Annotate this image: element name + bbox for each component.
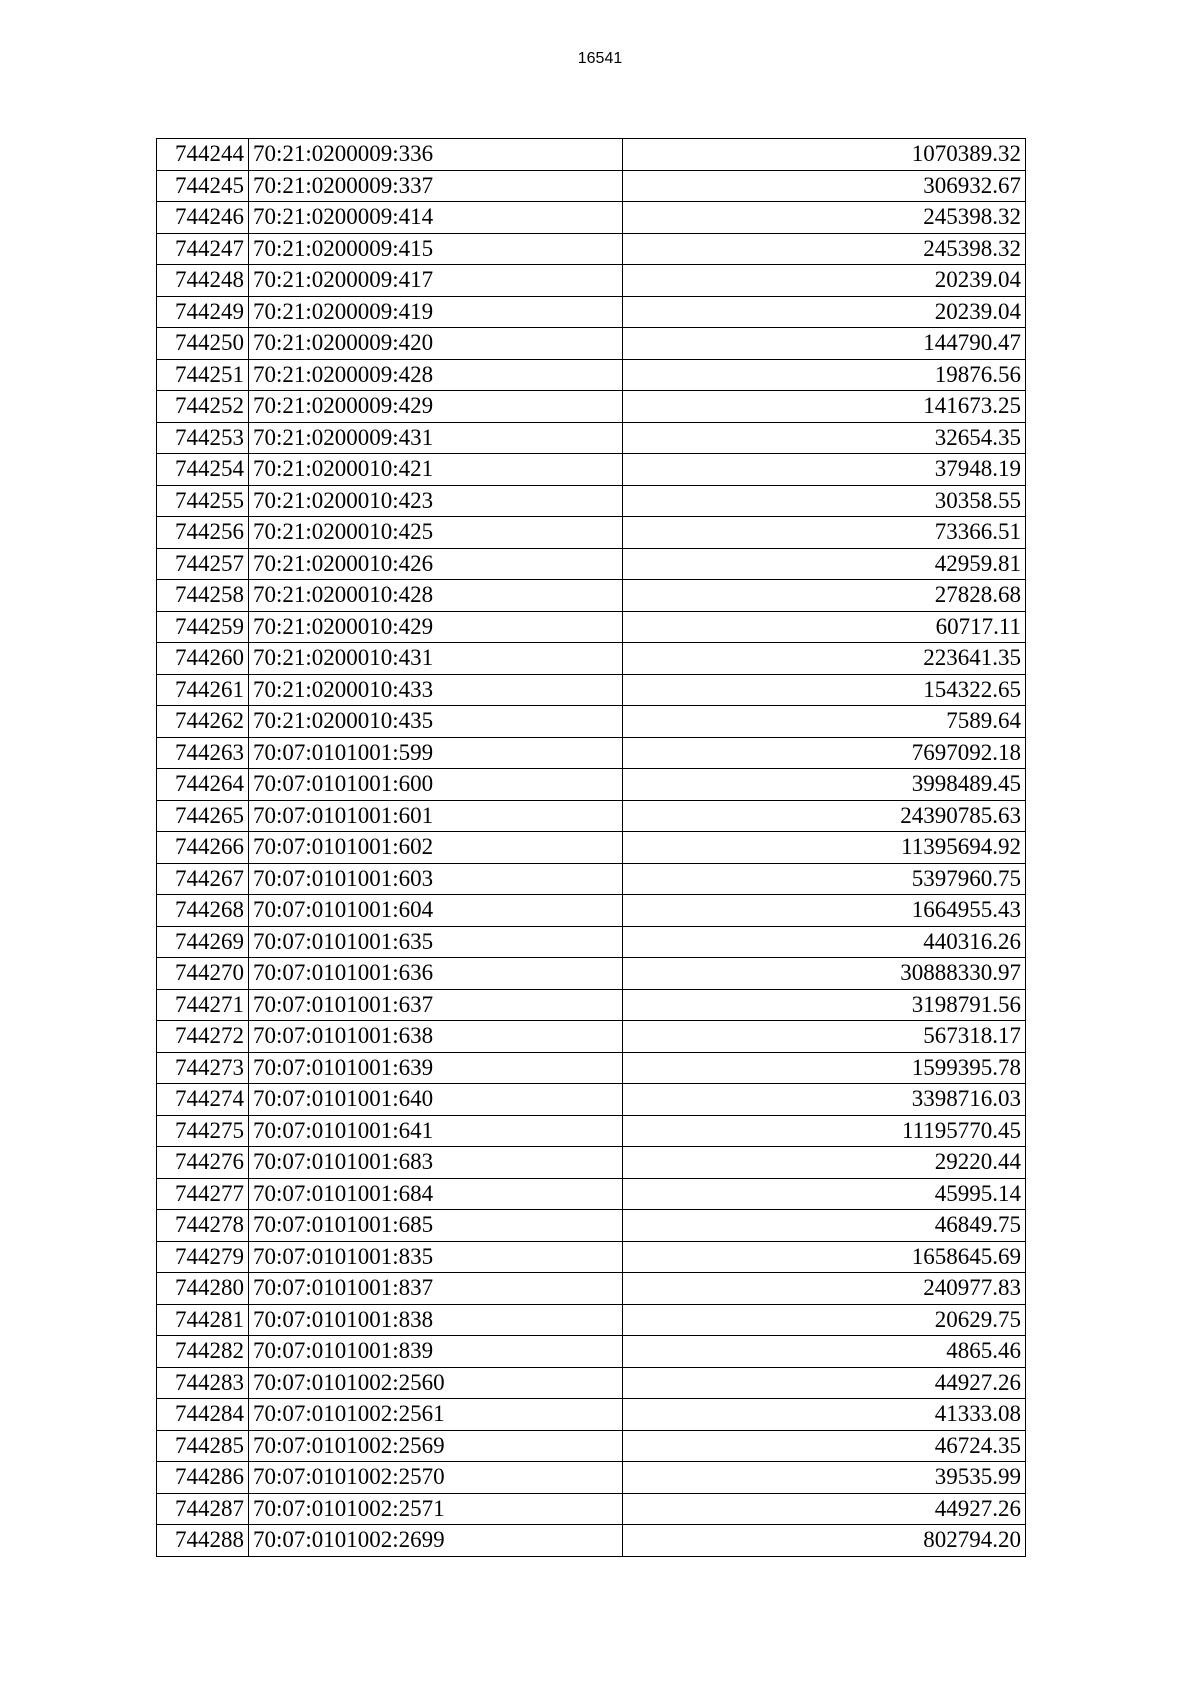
table-row (157, 170, 1026, 202)
cadastral-value-cell: 29220.44 (623, 1147, 1026, 1179)
table-row (157, 1367, 1026, 1399)
row-number-cell: 744247 (157, 233, 249, 265)
cadastral-number-cell: 70:21:0200010:421 (249, 454, 623, 486)
cadastral-value-cell: 1658645.69 (623, 1241, 1026, 1273)
row-number-cell: 744268 (157, 895, 249, 927)
cadastral-number-cell: 70:21:0200010:429 (249, 611, 623, 643)
table-row (157, 454, 1026, 486)
row-number-cell: 744257 (157, 548, 249, 580)
row-number-cell: 744245 (157, 170, 249, 202)
table-row (157, 1021, 1026, 1053)
cadastral-value-cell: 7589.64 (623, 706, 1026, 738)
table-row (157, 1525, 1026, 1557)
cadastral-value-cell: 46849.75 (623, 1210, 1026, 1242)
cadastral-number-cell: 70:07:0101001:685 (249, 1210, 623, 1242)
table-row (157, 674, 1026, 706)
cadastral-value-cell: 1664955.43 (623, 895, 1026, 927)
cadastral-value-cell: 73366.51 (623, 517, 1026, 549)
table-row (157, 643, 1026, 675)
cadastral-value-cell: 11395694.92 (623, 832, 1026, 864)
cadastral-number-cell: 70:07:0101002:2561 (249, 1399, 623, 1431)
cadastral-number-cell: 70:07:0101001:640 (249, 1084, 623, 1116)
cadastral-value-cell: 42959.81 (623, 548, 1026, 580)
cadastral-number-cell: 70:21:0200010:431 (249, 643, 623, 675)
table-row (157, 800, 1026, 832)
row-number-cell: 744246 (157, 202, 249, 234)
table-row (157, 1462, 1026, 1494)
cadastral-number-cell: 70:21:0200010:428 (249, 580, 623, 612)
table-body (157, 139, 1026, 1557)
row-number-cell: 744271 (157, 989, 249, 1021)
table-row (157, 1084, 1026, 1116)
row-number-cell: 744253 (157, 422, 249, 454)
table-row (157, 989, 1026, 1021)
row-number-cell: 744249 (157, 296, 249, 328)
cadastral-value-cell: 3198791.56 (623, 989, 1026, 1021)
row-number-cell: 744278 (157, 1210, 249, 1242)
cadastral-value-cell: 567318.17 (623, 1021, 1026, 1053)
cadastral-number-cell: 70:07:0101002:2560 (249, 1367, 623, 1399)
row-number-cell: 744266 (157, 832, 249, 864)
row-number-cell: 744276 (157, 1147, 249, 1179)
cadastral-value-cell: 32654.35 (623, 422, 1026, 454)
row-number-cell: 744285 (157, 1430, 249, 1462)
row-number-cell: 744274 (157, 1084, 249, 1116)
table-row (157, 139, 1026, 171)
cadastral-value-cell: 306932.67 (623, 170, 1026, 202)
table-row (157, 1178, 1026, 1210)
cadastral-value-cell: 3998489.45 (623, 769, 1026, 801)
row-number-cell: 744277 (157, 1178, 249, 1210)
row-number-cell: 744244 (157, 139, 249, 171)
table-row (157, 580, 1026, 612)
cadastral-number-cell: 70:21:0200009:336 (249, 139, 623, 171)
table-row (157, 202, 1026, 234)
cadastral-number-cell: 70:07:0101001:638 (249, 1021, 623, 1053)
cadastral-number-cell: 70:07:0101001:683 (249, 1147, 623, 1179)
row-number-cell: 744255 (157, 485, 249, 517)
table-row (157, 422, 1026, 454)
row-number-cell: 744256 (157, 517, 249, 549)
cadastral-value-table (156, 138, 1026, 1557)
cadastral-value-cell: 1599395.78 (623, 1052, 1026, 1084)
cadastral-value-cell: 20239.04 (623, 296, 1026, 328)
cadastral-value-cell: 11195770.45 (623, 1115, 1026, 1147)
row-number-cell: 744273 (157, 1052, 249, 1084)
cadastral-number-cell: 70:07:0101002:2570 (249, 1462, 623, 1494)
row-number-cell: 744262 (157, 706, 249, 738)
cadastral-number-cell: 70:07:0101001:603 (249, 863, 623, 895)
cadastral-number-cell: 70:07:0101001:839 (249, 1336, 623, 1368)
table-row (157, 359, 1026, 391)
cadastral-number-cell: 70:07:0101001:602 (249, 832, 623, 864)
row-number-cell: 744284 (157, 1399, 249, 1431)
table-row (157, 328, 1026, 360)
cadastral-number-cell: 70:07:0101002:2569 (249, 1430, 623, 1462)
cadastral-value-cell: 240977.83 (623, 1273, 1026, 1305)
row-number-cell: 744275 (157, 1115, 249, 1147)
table-row (157, 863, 1026, 895)
table-row (157, 895, 1026, 927)
row-number-cell: 744265 (157, 800, 249, 832)
cadastral-number-cell: 70:21:0200009:428 (249, 359, 623, 391)
table-row (157, 706, 1026, 738)
table-row (157, 517, 1026, 549)
table-row (157, 233, 1026, 265)
cadastral-number-cell: 70:07:0101001:641 (249, 1115, 623, 1147)
cadastral-value-cell: 440316.26 (623, 926, 1026, 958)
cadastral-number-cell: 70:21:0200009:415 (249, 233, 623, 265)
table-row (157, 1399, 1026, 1431)
row-number-cell: 744263 (157, 737, 249, 769)
cadastral-value-cell: 802794.20 (623, 1525, 1026, 1557)
cadastral-number-cell: 70:21:0200009:417 (249, 265, 623, 297)
table-row (157, 1273, 1026, 1305)
cadastral-value-cell: 19876.56 (623, 359, 1026, 391)
cadastral-value-cell: 46724.35 (623, 1430, 1026, 1462)
table-row (157, 1304, 1026, 1336)
cadastral-value-cell: 30888330.97 (623, 958, 1026, 990)
cadastral-value-cell: 27828.68 (623, 580, 1026, 612)
cadastral-value-cell: 5397960.75 (623, 863, 1026, 895)
row-number-cell: 744270 (157, 958, 249, 990)
cadastral-value-cell: 223641.35 (623, 643, 1026, 675)
cadastral-number-cell: 70:07:0101001:837 (249, 1273, 623, 1305)
row-number-cell: 744267 (157, 863, 249, 895)
row-number-cell: 744279 (157, 1241, 249, 1273)
cadastral-number-cell: 70:07:0101002:2699 (249, 1525, 623, 1557)
table-row (157, 1147, 1026, 1179)
cadastral-value-cell: 1070389.32 (623, 139, 1026, 171)
row-number-cell: 744288 (157, 1525, 249, 1557)
cadastral-value-cell: 45995.14 (623, 1178, 1026, 1210)
cadastral-value-cell: 41333.08 (623, 1399, 1026, 1431)
cadastral-number-cell: 70:21:0200010:426 (249, 548, 623, 580)
cadastral-value-cell: 60717.11 (623, 611, 1026, 643)
cadastral-value-cell: 141673.25 (623, 391, 1026, 423)
cadastral-number-cell: 70:21:0200009:414 (249, 202, 623, 234)
cadastral-value-cell: 44927.26 (623, 1367, 1026, 1399)
table-row (157, 1115, 1026, 1147)
row-number-cell: 744252 (157, 391, 249, 423)
cadastral-value-cell: 245398.32 (623, 233, 1026, 265)
row-number-cell: 744251 (157, 359, 249, 391)
cadastral-number-cell: 70:21:0200009:419 (249, 296, 623, 328)
table-row (157, 485, 1026, 517)
table-row (157, 832, 1026, 864)
cadastral-number-cell: 70:07:0101001:684 (249, 1178, 623, 1210)
cadastral-number-cell: 70:07:0101001:600 (249, 769, 623, 801)
table-row (157, 611, 1026, 643)
cadastral-number-cell: 70:07:0101001:639 (249, 1052, 623, 1084)
cadastral-number-cell: 70:21:0200009:429 (249, 391, 623, 423)
row-number-cell: 744250 (157, 328, 249, 360)
cadastral-value-cell: 3398716.03 (623, 1084, 1026, 1116)
table-row (157, 265, 1026, 297)
table-row (157, 926, 1026, 958)
cadastral-value-cell: 144790.47 (623, 328, 1026, 360)
row-number-cell: 744264 (157, 769, 249, 801)
cadastral-number-cell: 70:21:0200009:337 (249, 170, 623, 202)
cadastral-value-cell: 44927.26 (623, 1493, 1026, 1525)
cadastral-value-cell: 37948.19 (623, 454, 1026, 486)
cadastral-value-cell: 154322.65 (623, 674, 1026, 706)
cadastral-number-cell: 70:07:0101001:835 (249, 1241, 623, 1273)
cadastral-number-cell: 70:21:0200009:420 (249, 328, 623, 360)
table-row (157, 769, 1026, 801)
row-number-cell: 744259 (157, 611, 249, 643)
row-number-cell: 744258 (157, 580, 249, 612)
table-row (157, 737, 1026, 769)
row-number-cell: 744269 (157, 926, 249, 958)
cadastral-value-cell: 30358.55 (623, 485, 1026, 517)
row-number-cell: 744286 (157, 1462, 249, 1494)
row-number-cell: 744260 (157, 643, 249, 675)
table-row (157, 1052, 1026, 1084)
cadastral-value-cell: 4865.46 (623, 1336, 1026, 1368)
row-number-cell: 744283 (157, 1367, 249, 1399)
row-number-cell: 744280 (157, 1273, 249, 1305)
cadastral-number-cell: 70:07:0101001:604 (249, 895, 623, 927)
table-row (157, 296, 1026, 328)
row-number-cell: 744261 (157, 674, 249, 706)
cadastral-number-cell: 70:07:0101001:637 (249, 989, 623, 1021)
table-row (157, 958, 1026, 990)
table-row (157, 1493, 1026, 1525)
table-row (157, 1336, 1026, 1368)
table-row (157, 548, 1026, 580)
cadastral-number-cell: 70:21:0200010:435 (249, 706, 623, 738)
cadastral-value-cell: 245398.32 (623, 202, 1026, 234)
cadastral-number-cell: 70:21:0200009:431 (249, 422, 623, 454)
row-number-cell: 744282 (157, 1336, 249, 1368)
cadastral-number-cell: 70:07:0101001:599 (249, 737, 623, 769)
row-number-cell: 744254 (157, 454, 249, 486)
cadastral-number-cell: 70:07:0101001:838 (249, 1304, 623, 1336)
cadastral-number-cell: 70:07:0101001:601 (249, 800, 623, 832)
cadastral-value-cell: 24390785.63 (623, 800, 1026, 832)
cadastral-value-cell: 7697092.18 (623, 737, 1026, 769)
table-row (157, 391, 1026, 423)
cadastral-number-cell: 70:21:0200010:423 (249, 485, 623, 517)
table-row (157, 1210, 1026, 1242)
row-number-cell: 744272 (157, 1021, 249, 1053)
cadastral-number-cell: 70:21:0200010:433 (249, 674, 623, 706)
row-number-cell: 744281 (157, 1304, 249, 1336)
table-row (157, 1241, 1026, 1273)
cadastral-value-cell: 20239.04 (623, 265, 1026, 297)
row-number-cell: 744287 (157, 1493, 249, 1525)
cadastral-number-cell: 70:07:0101001:636 (249, 958, 623, 990)
cadastral-number-cell: 70:21:0200010:425 (249, 517, 623, 549)
cadastral-value-cell: 20629.75 (623, 1304, 1026, 1336)
cadastral-number-cell: 70:07:0101001:635 (249, 926, 623, 958)
page-number: 16541 (577, 50, 623, 67)
cadastral-value-cell: 39535.99 (623, 1462, 1026, 1494)
cadastral-number-cell: 70:07:0101002:2571 (249, 1493, 623, 1525)
table-row (157, 1430, 1026, 1462)
row-number-cell: 744248 (157, 265, 249, 297)
